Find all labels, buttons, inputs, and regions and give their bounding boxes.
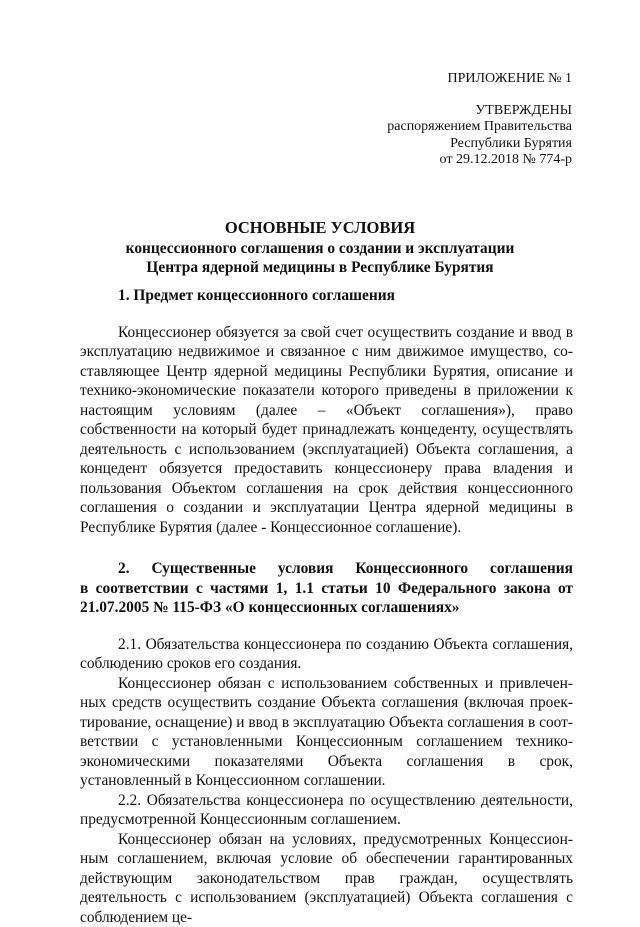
- section-2-paragraph-2: Концессионер обязан с использованием собственных и привлеченных средств осуществить создание Объекта соглашения (включая проектирование, оснащение) и ввод в эксплуатацию Объекта соглашения в соответствии с установленными Концессионным соглашением технико-экономическими показателями Объекта соглашения в срок, установленный в Концессионном соглашении.: [80, 674, 573, 791]
- approved-by-order: распоряжением Правительства: [300, 119, 572, 136]
- approved-republic: Республики Бурятия: [300, 136, 572, 153]
- section-2-heading-line1: 2. Существенные условия Концессионного соглашения: [80, 559, 573, 579]
- section-1-paragraph: Концессионер обязуется за свой счет осуществить создание и ввод в эксплуатацию недвижимое и связанное с ним движимое имущество, составляющее Центр ядерной медицины Республики Бурятия, описание и технико-экономические показатели которого приведены в приложении к настоящим условиям (далее – «Объект соглашения»), право собственности на который будет принадлежать концеденту, осуществлять деятельность с использованием (эксплуатацией) Объекта соглашения, а концедент обязуется предоставить концессионеру права владения и пользования Объектом соглашения на срок действия концессионного соглашения о создании и эксплуатации Центра ядерной медицины в Республике Бурятия (далее - Концессионное соглашение).: [80, 323, 573, 538]
- title-line-2: концессионного соглашения о создании и эксплуатации: [80, 239, 560, 258]
- document-body: [80, 286, 573, 927]
- appendix-label: ПРИЛОЖЕНИЕ № 1: [300, 71, 572, 88]
- document-title: [80, 218, 560, 277]
- approval-header: [300, 71, 572, 169]
- title-line-3: Центра ядерной медицины в Республике Бурятия: [80, 258, 560, 277]
- section-2-heading: [80, 559, 573, 618]
- order-date-number: от 29.12.2018 № 774-р: [300, 152, 572, 169]
- section-2-paragraph-3: 2.2. Обязательства концессионера по осуществлению деятельности, предусмотренной Концессионным соглашением.: [80, 791, 573, 830]
- section-2-paragraph-1: 2.1. Обязательства концессионера по созданию Объекта соглашения, соблюдению сроков его создания.: [80, 635, 573, 674]
- section-2-paragraph-4: Концессионер обязан на условиях, предусмотренных Концессионным соглашением, включая условие об обеспечении гарантированных действующим законодательством прав граждан, осуществлять деятельность с использованием (эксплуатацией) Объекта соглашения с соблюдением це-: [80, 830, 573, 927]
- section-2-heading-rest: в соответствии с частями 1, 1.1 статьи 10 Федерального закона от 21.07.2005 № 115-ФЗ «О концессионных соглашениях»: [80, 579, 573, 618]
- approved-label: УТВЕРЖДЕНЫ: [300, 103, 572, 120]
- section-1-heading: 1. Предмет концессионного соглашения: [118, 286, 573, 306]
- title-main: ОСНОВНЫЕ УСЛОВИЯ: [80, 218, 560, 237]
